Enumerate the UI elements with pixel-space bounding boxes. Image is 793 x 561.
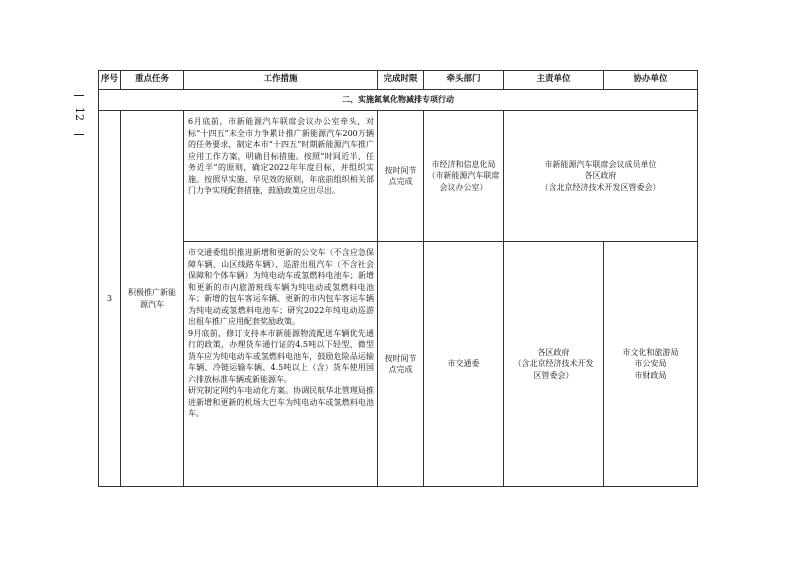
header-deadline: 完成时限: [378, 71, 424, 90]
header-row: [99, 71, 698, 90]
header-task: 重点任务: [121, 71, 184, 90]
header-lead: 牵头部门: [424, 71, 504, 90]
row-assisting: 市文化和旅游局 市公安局 市财政局: [604, 242, 698, 487]
table-row: [99, 242, 698, 487]
row-deadline: 按时间节点完成: [378, 242, 424, 487]
row-lead: 市交通委: [424, 242, 504, 487]
row-responsible: 市新能源汽车联席会议成员单位 各区政府 （含北京经济技术开发区管委会）: [504, 111, 698, 242]
row-deadline: 按时间节点完成: [378, 111, 424, 242]
row-measures: 6月底前，市新能源汽车联席会议办公室牵头，对标“十四五”末全市力争累计推广新能源汽车200万辆的任务要求，制定本市“十四五”时期新能源汽车推广应用工作方案，明确目标措施。按照“时间近半、任务近半”的原则，确定2022年年度目标，并组织实施。按照早实施、早见效的原则，年底前组织相关部门力争实现配套措施，鼓励政策应出尽出。: [184, 111, 378, 242]
header-assisting: 协办单位: [604, 71, 698, 90]
header-index: 序号: [99, 71, 121, 90]
table-row: [99, 111, 698, 242]
header-measures: 工作措施: [184, 71, 378, 90]
task-table: [98, 70, 698, 487]
header-responsible: 主责单位: [504, 71, 604, 90]
page-number-dash-bottom: [74, 134, 84, 135]
section-title: 二、实施氮氧化物减排专项行动: [99, 90, 698, 111]
row-measures: 市交通委组织推进新增和更新的公交车（不含应急保障车辆、山区线路车辆）、巡游出租汽车（不含社会保障和个体车辆）为纯电动车或氢燃料电池车；新增和更新的市内旅游班线车辆为纯电动或氢燃料电池车；新增的包车客运车辆、更新的市内包车客运车辆为纯电动或氢燃料电池车；研究2022年纯电动巡游出租车推广应用配套奖励政策。 9月底前，修订支持本市新能源物流配送车辆优先通行的政策，办理货车通行证的4.5吨以下轻型、微型货车应为纯电动车或氢燃料电池车，鼓励危险品运输车辆、冷链运输车辆、4.5吨以上（含）货车使用国六排放标准车辆或新能源车。 研究制定网约车电动化方案。协调民航华北管理局推进新增和更新的机场大巴车为纯电动车或氢燃料电池车。: [184, 242, 378, 487]
section-row: [99, 90, 698, 111]
row-lead: 市经济和信息化局 （市新能源汽车联席会议办公室）: [424, 111, 504, 242]
page-number-text: 12: [73, 107, 86, 121]
row-responsible: 各区政府 （含北京经济技术开发区管委会）: [504, 242, 604, 487]
page-number: [70, 92, 88, 136]
page-number-dash-top: [74, 95, 84, 96]
row-index: 3: [99, 111, 121, 487]
row-task: 积极推广新能源汽车: [121, 111, 184, 487]
